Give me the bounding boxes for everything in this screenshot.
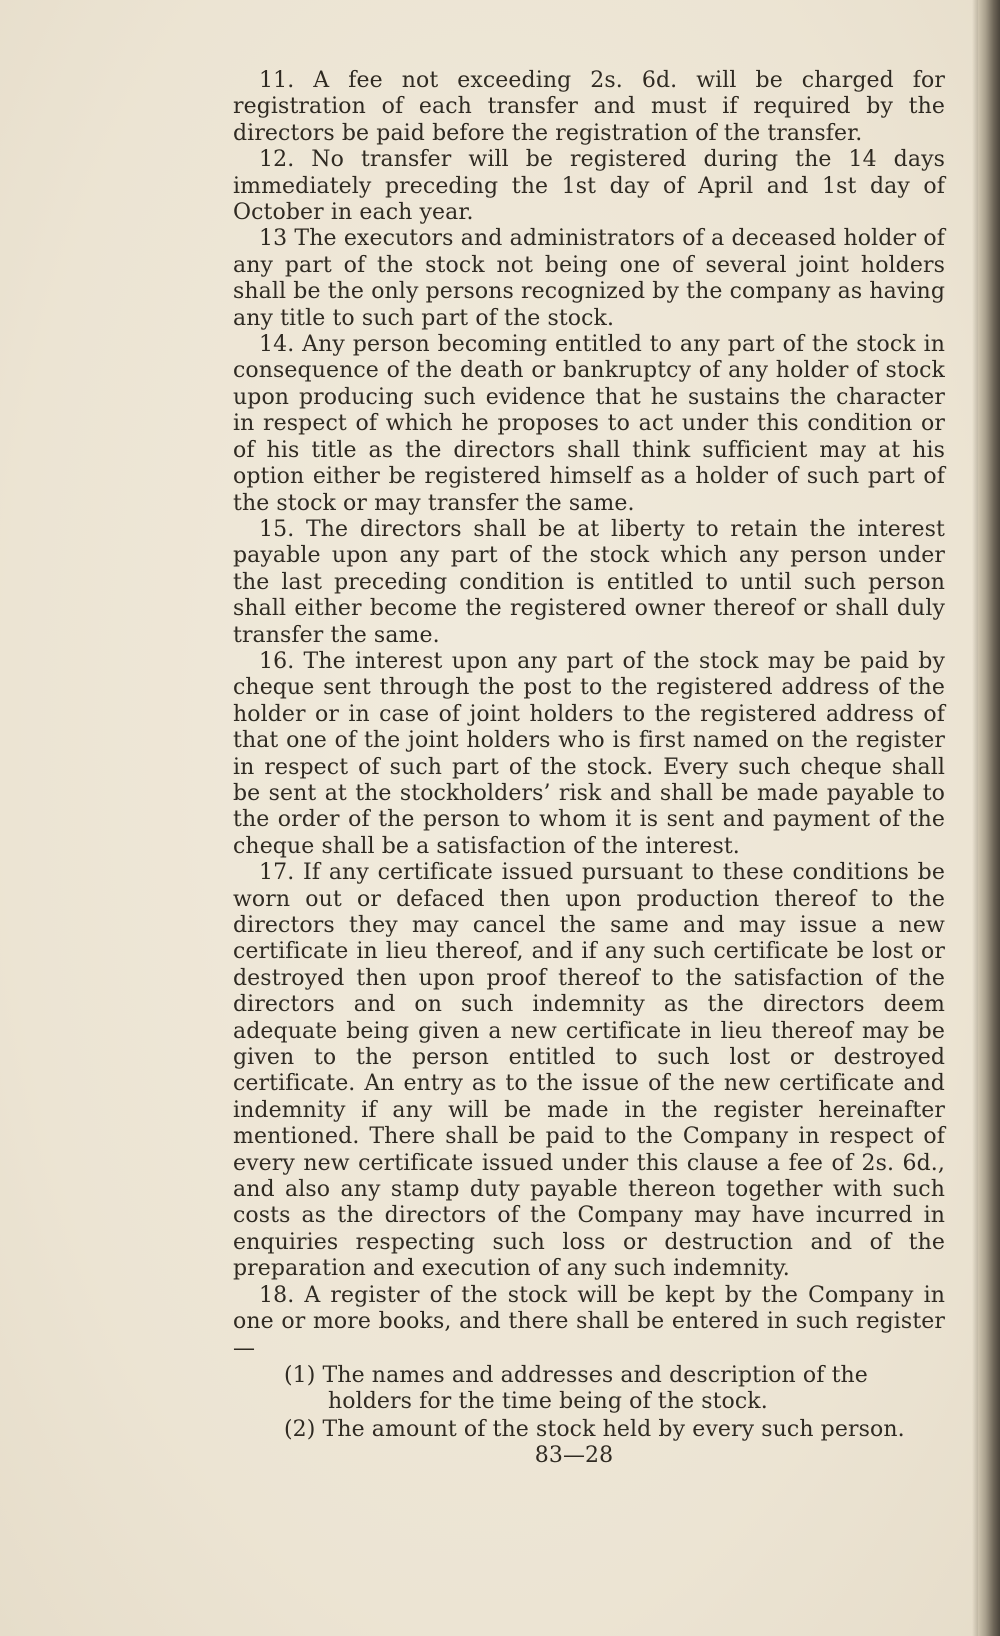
clause-16: 16. The interest upon any part of the stock may be paid by cheque sent through the post to the registered address of the holder or in case of joint holders to the registered address of that one of the joint holders who is first named on the register in respect of such part of the stock. Every such cheque shall be sent at the stockholders’ risk and shall be made payable to the order of the person to whom it is sent and payment of the cheque shall be a satisfaction of the interest. [233, 648, 945, 859]
register-item-2: (2) The amount of the stock held by every such person. [284, 1416, 905, 1442]
body-text [233, 68, 945, 1470]
clause-15: 15. The directors shall be at liberty to retain the interest payable upon any part of the stock which any person under the last preceding condition is entitled to until such person shall either become the registered owner thereof or shall duly transfer the same. [233, 516, 945, 648]
book-spine [978, 0, 1000, 1636]
clause-13: 13 The executors and administrators of a deceased holder of any part of the stock not being one of several joint holders shall be the only persons recognized by the company as having any title to such part of the stock. [233, 226, 945, 331]
clause-14: 14. Any person becoming entitled to any part of the stock in consequence of the death or bankruptcy of any holder of stock upon producing such evidence that he sustains the character in respect of which he proposes to act under this condition or of his title as the directors shall think sufficient may at his option either be registered himself as a holder of such part of the stock or may transfer the same. [233, 332, 945, 516]
clause-11: 11. A fee not exceeding 2s. 6d. will be charged for registration of each transfer and must if required by the directors be paid before the registration of the transfer. [233, 68, 945, 146]
clause-17: 17. If any certificate issued pursuant to these conditions be worn out or defaced then upon production thereof to the directors they may cancel the same and may issue a new certificate in lieu thereof, and if any such certificate be lost or destroyed then upon proof thereof to the satisfaction of the directors and on such indemnity as the directors deem adequate being given a new certificate in lieu thereof may be given to the person entitled to such lost or destroyed certificate. An entry as to the issue of the new certificate and indemnity if any will be made in the register hereinafter mentioned. There shall be paid to the Company in respect of every new certificate issued under this clause a fee of 2s. 6d., and also any stamp duty payable thereon together with such costs as the directors of the Company may have incurred in enquiries respecting such loss or destruction and of the preparation and execution of any such indemnity. [233, 860, 945, 1282]
clause-12: 12. No transfer will be registered during the 14 days immediately preceding the 1st day of April and 1st day of October in each year. [233, 147, 945, 226]
page-number: 83—28 [534, 1443, 614, 1469]
register-item-1: (1) The names and addresses and description of the holders for the time being of the stock. [284, 1362, 868, 1415]
clause-18: 18. A register of the stock will be kept by the Company in one or more books, and there shall be entered in such register— [233, 1282, 945, 1361]
